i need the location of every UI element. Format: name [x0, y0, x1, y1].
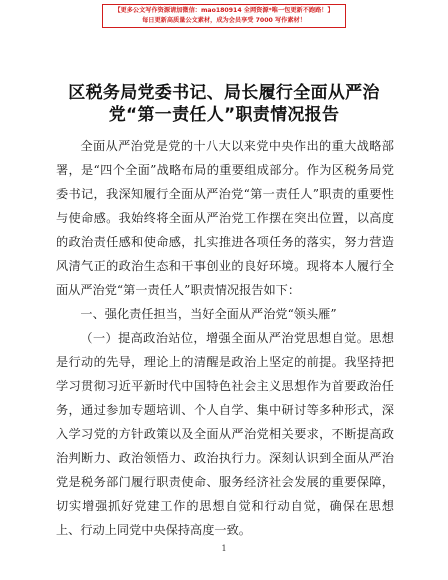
promo-line-wechat: 【更多公文写作资源请加微信：mao180914 全网资源*唯一包更新不跑路！】	[114, 7, 334, 14]
title-line-1: 区税务局党委书记、局长履行全面从严治	[68, 83, 380, 103]
section-heading-1: 一、强化责任担当，当好全面从严治党“领头雁”	[80, 307, 337, 321]
intro-paragraph: 全面从严治党是党的十八大以来党中央作出的重大战略部署，是“四个全面”战略布局的重要组成部分。作为区税务局党委书记，我深知履行全面从严治党“第一责任人”职责的重要性与使命感。我始终将全面从严治党工作摆在突出位置，以高度的政治责任感和使命感，扎实推进各项任务的落实，努力营造风清气正的政治生态和干事创业的良好环境。现将本人履行全面从严治党“第一责任人”职责情况报告如下：	[56, 139, 394, 297]
document-title	[0, 82, 448, 126]
promo-line-membership: 每日更新高质量公文素材，成为会员享受 7000 写作素材！	[142, 17, 306, 24]
page-number: 1	[221, 544, 227, 553]
promo-banner	[102, 4, 346, 28]
document-body	[56, 134, 394, 542]
title-line-2: 党“第一责任人”职责情况报告	[108, 105, 340, 125]
subsection-paragraph-1: （一）提高政治站位，增强全面从严治党思想自觉。思想是行动的先导，理论上的清醒是政治上坚定的前提。我坚持把学习贯彻习近平新时代中国特色社会主义思想作为首要政治任务，通过参加专题培训、个人自学、集中研讨等多种形式，深入学习党的方针政策以及全面从严治党相关要求，不断提高政治判断力、政治领悟力、政治执行力。深刻认识到全面从严治党是税务部门履行职责使命、服务经济社会发展的重要保障，切实增强抓好党建工作的思想自觉和行动自觉，确保在思想上、行动上同党中央保持高度一致。	[56, 331, 394, 537]
